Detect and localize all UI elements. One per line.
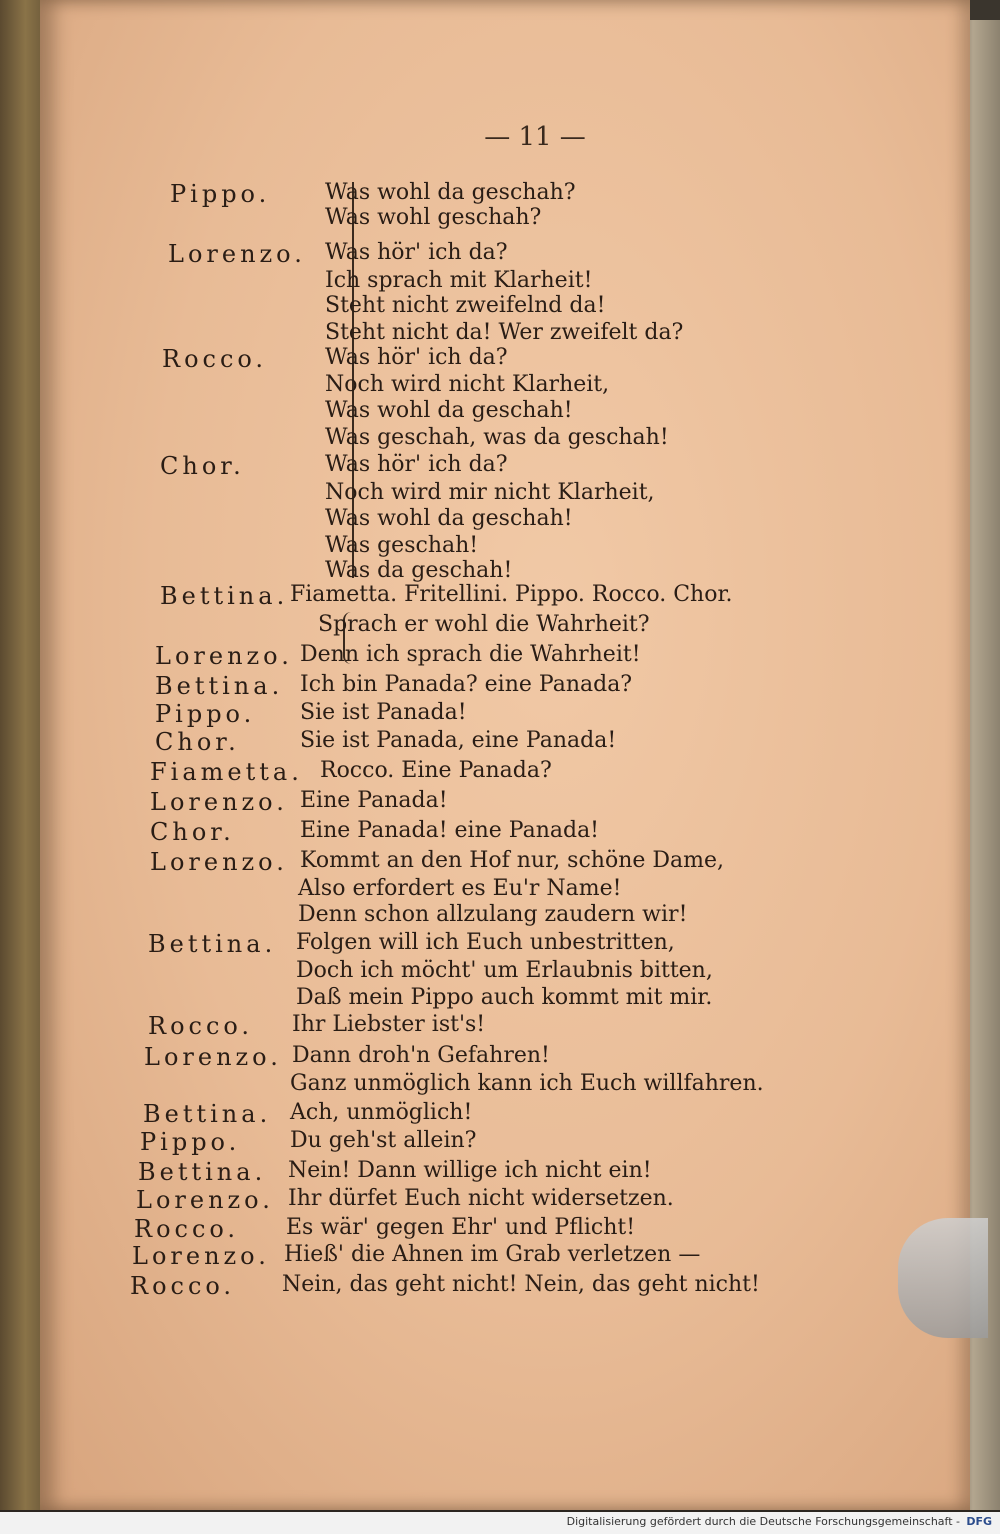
speech-line: Steht nicht zweifelnd da! — [325, 293, 606, 318]
speech-line: Was wohl da geschah! — [325, 398, 573, 423]
speech-line: Kommt an den Hof nur, schöne Dame, — [300, 848, 725, 873]
speaker-name: Lorenzo. — [132, 1242, 270, 1270]
speech-line: Doch ich möcht' um Erlaubnis bitten, — [296, 958, 713, 983]
speech-line: Was hör' ich da? — [325, 452, 508, 477]
speech-line: Ich bin Panada? eine Panada? — [300, 672, 633, 697]
speech-line: Was wohl da geschah? — [325, 180, 576, 205]
speech-line: Was wohl da geschah! — [325, 506, 573, 531]
speaker-name: Chor. — [155, 728, 240, 756]
speech-line: Also erfordert es Eu'r Name! — [298, 876, 622, 901]
speaker-name: Rocco. — [162, 345, 268, 373]
speaker-name: Lorenzo. — [150, 788, 288, 816]
speech-line: Was geschah! — [325, 533, 479, 558]
speech-line: Nein! Dann willige ich nicht ein! — [288, 1158, 652, 1183]
speech-line: Dann droh'n Gefahren! — [292, 1043, 550, 1068]
speech-line: Folgen will ich Euch unbestritten, — [296, 930, 675, 955]
speaker-name: Chor. — [150, 818, 235, 846]
speaker-name: Lorenzo. — [168, 240, 306, 268]
speech-line: Du geh'st allein? — [290, 1128, 477, 1153]
speaker-name: Fiametta. — [150, 758, 303, 786]
speaker-name: Lorenzo. — [150, 848, 288, 876]
speech-line: Denn ich sprach die Wahrheit! — [300, 642, 641, 667]
speaker-name: Pippo. — [170, 180, 271, 208]
speech-line: Was da geschah! — [325, 558, 513, 583]
speech-line: Ich sprach mit Klarheit! — [325, 268, 593, 293]
speech-line: Rocco. Eine Panada? — [320, 758, 552, 783]
speaker-name: Bettina. — [143, 1100, 272, 1128]
page-clip — [898, 1218, 988, 1338]
speech-line: Was geschah, was da geschah! — [325, 425, 669, 450]
speaker-name: Rocco. — [134, 1215, 240, 1243]
speaker-name: Rocco. — [130, 1272, 236, 1300]
speaker-name: Bettina. — [138, 1158, 267, 1186]
speech-line: Eine Panada! — [300, 788, 448, 813]
speaker-name: Bettina. — [148, 930, 277, 958]
speech-line: Eine Panada! eine Panada! — [300, 818, 600, 843]
speech-line: Sie ist Panada! — [300, 700, 467, 725]
speech-line: Noch wird mir nicht Klarheit, — [325, 480, 655, 505]
speech-line: Daß mein Pippo auch kommt mit mir. — [296, 985, 713, 1010]
speech-line: Noch wird nicht Klarheit, — [325, 372, 610, 397]
speaker-name: Lorenzo. — [136, 1186, 274, 1214]
speech-line: Nein, das geht nicht! Nein, das geht nicht! — [282, 1272, 760, 1297]
speech-line: Denn schon allzulang zaudern wir! — [298, 902, 688, 927]
speaker-name: Rocco. — [148, 1012, 254, 1040]
speech-line: Ihr Liebster ist's! — [292, 1012, 486, 1037]
speech-line: Fiametta. Fritellini. Pippo. Rocco. Chor. — [290, 582, 733, 607]
speaker-name: Chor. — [160, 452, 245, 480]
speaker-name: Lorenzo. — [155, 642, 293, 670]
speech-line: Hieß' die Ahnen im Grab verletzen — — [284, 1242, 701, 1267]
footer-credit-text: Digitalisierung gefördert durch die Deutsche Forschungsgemeinschaft - — [566, 1515, 960, 1528]
speech-line: Was hör' ich da? — [325, 345, 508, 370]
page-number: — 11 — — [484, 122, 586, 152]
speaker-name: Pippo. — [155, 700, 256, 728]
speaker-name: Bettina. — [155, 672, 284, 700]
speaker-name: Bettina. — [160, 582, 289, 610]
speech-line: Es wär' gegen Ehr' und Pflicht! — [286, 1215, 636, 1240]
speech-line: Was wohl geschah? — [325, 205, 542, 230]
speaker-name: Lorenzo. — [144, 1043, 282, 1071]
speech-line: Sie ist Panada, eine Panada! — [300, 728, 617, 753]
speech-line: Ganz unmöglich kann ich Euch willfahren. — [290, 1071, 764, 1096]
speech-line: Steht nicht da! Wer zweifelt da? — [325, 320, 684, 345]
dfg-logo: DFG — [966, 1515, 992, 1528]
speech-line: Ach, unmöglich! — [290, 1100, 473, 1125]
speech-line: Sprach er wohl die Wahrheit? — [318, 612, 650, 637]
speaker-name: Pippo. — [140, 1128, 241, 1156]
footer-bar — [0, 1512, 1000, 1534]
speech-line: Was hör' ich da? — [325, 240, 508, 265]
speech-line: Ihr dürfet Euch nicht widersetzen. — [288, 1186, 674, 1211]
